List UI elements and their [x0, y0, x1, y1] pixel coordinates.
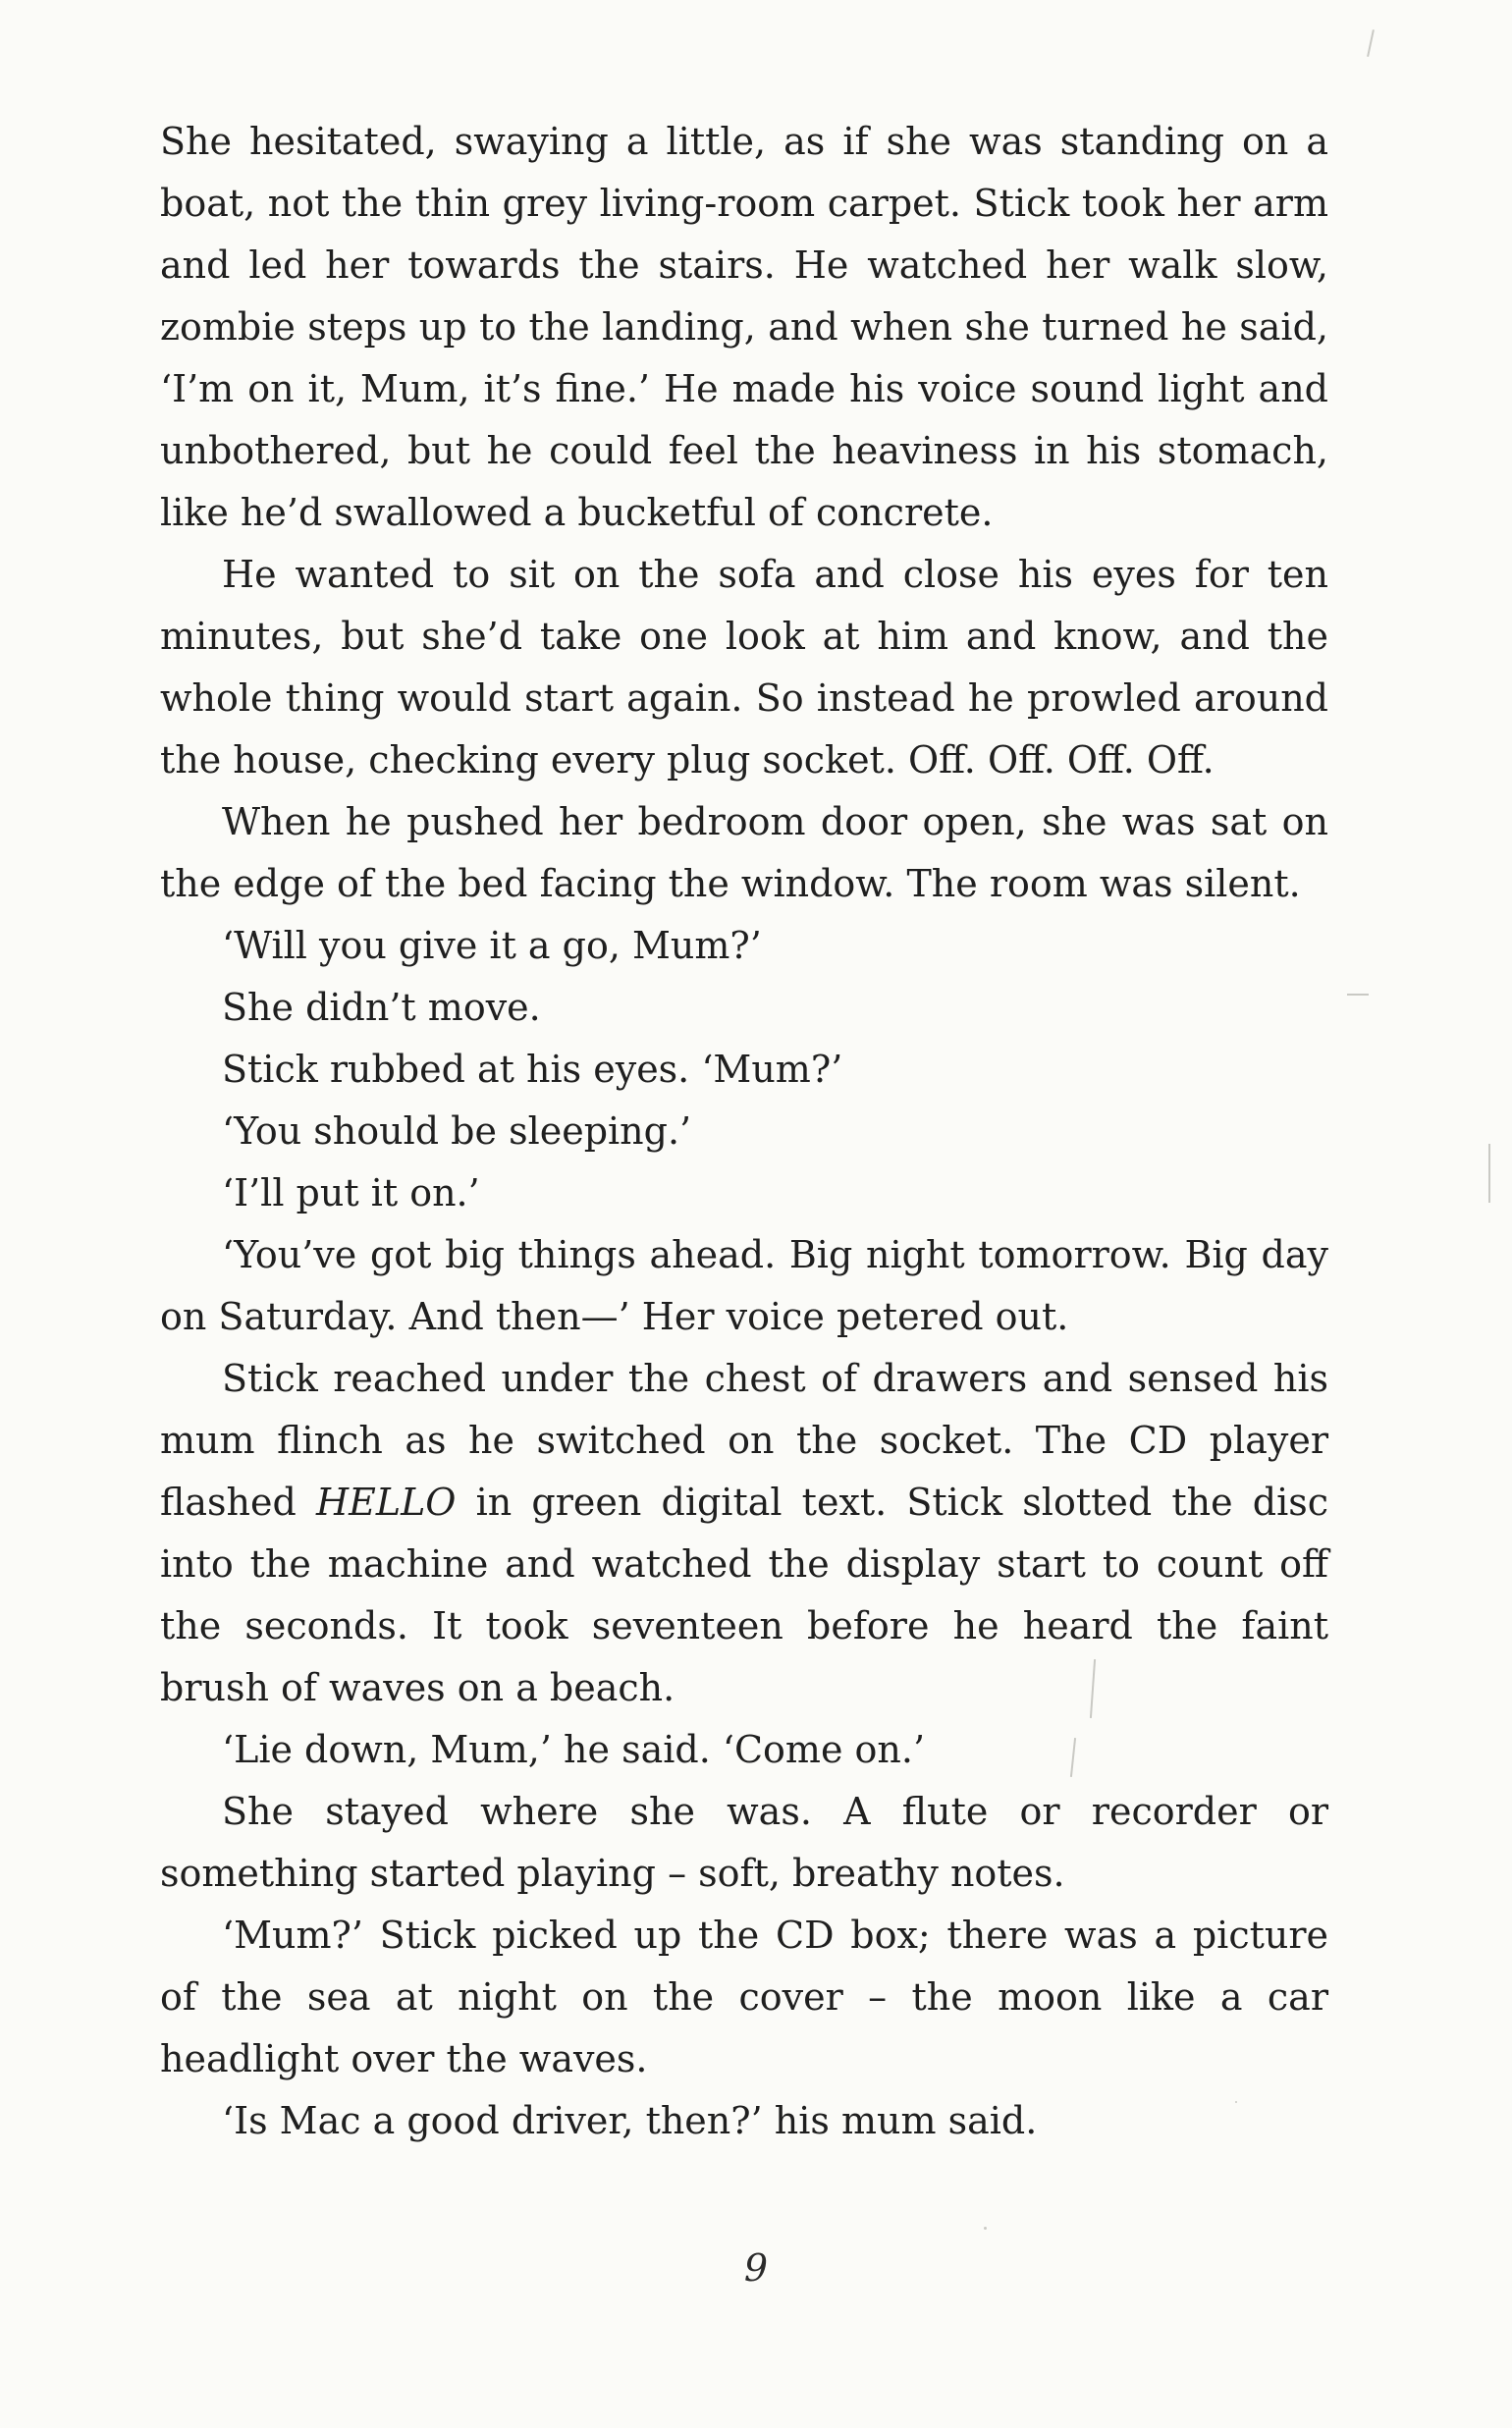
paragraph-5: She didn’t move.: [222, 986, 541, 1029]
body-text: [160, 111, 1328, 2152]
paragraph-9: ‘You’ve got big things ahead. Big night tomorrow. Big day on Saturday. And then—’ Her voice petered out.: [160, 1233, 1328, 1338]
scan-mark: [1347, 994, 1369, 996]
paragraph-1: She hesitated, swaying a little, as if she was standing on a boat, not the thin grey living-room carpet. Stick took her arm and led her towards the stairs. He watched her walk slow, zombie steps up to the landing, and when she turned he said, ‘I’m on it, Mum, it’s fine.’ He made his voice sound light and unbothered, but he could feel the heaviness in his stomach, like he’d swallowed a bucketful of concrete.: [160, 120, 1328, 534]
scan-mark: [984, 2227, 987, 2230]
paragraph-14: ‘Is Mac a good driver, then?’ his mum said.: [222, 2099, 1038, 2142]
paragraph-7: ‘You should be sleeping.’: [222, 1109, 692, 1153]
paragraph-4: ‘Will you give it a go, Mum?’: [222, 924, 762, 967]
paragraph-3: When he pushed her bedroom door open, she was sat on the edge of the bed facing the window. The room was silent.: [160, 800, 1328, 905]
page-number: 9: [743, 2246, 769, 2290]
paragraph-13: ‘Mum?’ Stick picked up the CD box; there was a picture of the sea at night on the cover – the moon like a car headlight over the waves.: [160, 1914, 1328, 2080]
scan-mark: [1488, 1144, 1490, 1203]
paragraph-12: She stayed where she was. A flute or recorder or something started playing – soft, breathy notes.: [160, 1790, 1328, 1895]
paragraph-10: Stick reached under the chest of drawers and sensed his mum flinch as he switched on the socket. The CD player flashed HELLO in green digital text. Stick slotted the disc into the machine and watched the display start to count off the seconds. It took seventeen before he heard the faint brush of waves on a beach.: [160, 1357, 1328, 1709]
paragraph-8: ‘I’ll put it on.’: [222, 1171, 480, 1214]
paragraph-2: He wanted to sit on the sofa and close his eyes for ten minutes, but she’d take one look at him and know, and the whole thing would start again. So instead he prowled around the house, checking every plug socket. Off. Off. Off. Off.: [160, 553, 1328, 782]
paragraph-11: ‘Lie down, Mum,’ he said. ‘Come on.’: [222, 1728, 926, 1771]
hello-display-text: HELLO: [315, 1481, 457, 1524]
paragraph-6: Stick rubbed at his eyes. ‘Mum?’: [222, 1048, 843, 1091]
scan-mark: [1235, 2101, 1237, 2103]
scan-mark: [1367, 29, 1375, 57]
